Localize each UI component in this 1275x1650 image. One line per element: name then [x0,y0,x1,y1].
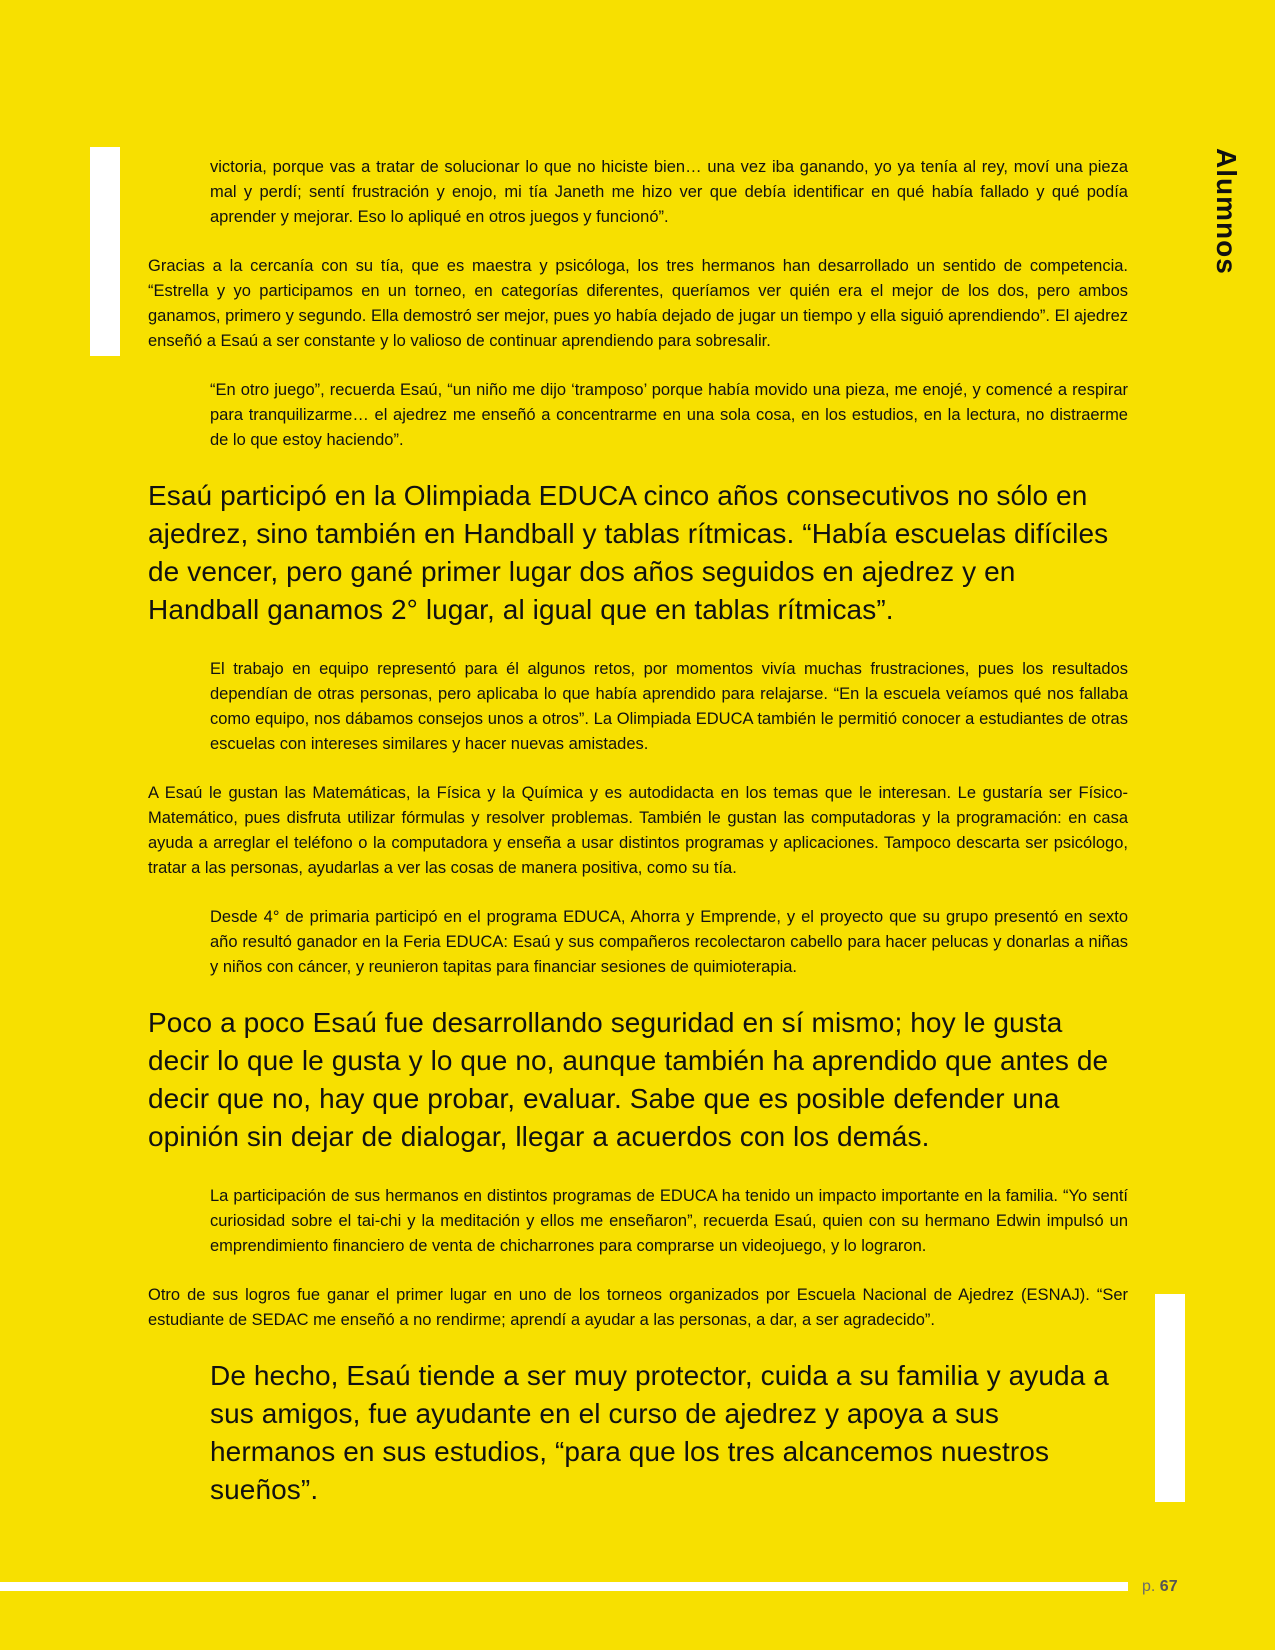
page-prefix: p. [1142,1578,1156,1595]
decorative-bar-left [90,147,120,356]
body-paragraph: Otro de sus logros fue ganar el primer lugar en uno de los torneos organizados por Escuela Nacional de Ajedrez (ESNAJ). “Ser estudiante de SEDAC me enseñó a no rendirme; aprendí a ayudar a las personas, a dar, a ser agradecido”. [148,1286,1128,1329]
pull-quote: Esaú participó en la Olimpiada EDUCA cinco años consecutivos no sólo en ajedrez, sino también en Handball y tablas rítmicas. “Había escuelas difíciles de vencer, pero gané primer lugar dos años seguidos en ajedrez y en Handball ganamos 2° lugar, al igual que en tablas rítmicas”. [148,480,1109,625]
section-label: Alumnos [1211,148,1242,275]
quote-paragraph: El trabajo en equipo representó para él algunos retos, por momentos vivía muchas frustraciones, pues los resultados dependían de otras personas, pero aplicaba lo que había aprendido para relajarse. “En la escuela veíamos qué nos fallaba como equipo, nos dábamos consejos unos a otros”. La Olimpiada EDUCA también le permitió conocer a estudiantes de otras escuelas con intereses similares y hacer nuevas amistades. [210,660,1128,753]
body-paragraph: Gracias a la cercanía con su tía, que es maestra y psicóloga, los tres hermanos han desarrollado un sentido de competencia. “Estrella y yo participamos en un torneo, en categorías diferentes, queríamos ver quién era el mejor de los dos, pero ambos ganamos, primero y segundo. Ella demostró ser mejor, pues yo había dejado de jugar un tiempo y ella siguió aprendiendo”. El ajedrez enseñó a Esaú a ser constante y lo valioso de continuar aprendiendo para sobresalir. [148,257,1128,350]
page-number [1142,1578,1178,1596]
decorative-bar-right [1155,1294,1185,1502]
pull-quote: Poco a poco Esaú fue desarrollando seguridad en sí mismo; hoy le gusta decir lo que le gusta y lo que no, aunque también ha aprendido que antes de decir que no, hay que probar, evaluar. Sabe que es posible defender una opinión sin dejar de dialogar, llegar a acuerdos con los demás. [148,1007,1109,1152]
quote-paragraph: victoria, porque vas a tratar de solucionar lo que no hiciste bien… una vez iba ganando, yo ya tenía al rey, moví una pieza mal y perdí; sentí frustración y enojo, mi tía Janeth me hizo ver que debía identificar en qué había fallado y qué podía aprender y mejorar. Eso lo apliqué en otros juegos y funcionó”. [210,158,1128,226]
quote-paragraph: La participación de sus hermanos en distintos programas de EDUCA ha tenido un impacto importante en la familia. “Yo sentí curiosidad sobre el tai-chi y la meditación y ellos me enseñaron”, recuerda Esaú, quien con su hermano Edwin impulsó un emprendimiento financiero de venta de chicharrones para comprarse un videojuego, y lo lograron. [210,1187,1128,1255]
quote-paragraph: Desde 4° de primaria participó en el programa EDUCA, Ahorra y Emprende, y el proyecto que su grupo presentó en sexto año resultó ganador en la Feria EDUCA: Esaú y sus compañeros recolectaron cabello para hacer pelucas y donarlas a niñas y niños con cáncer, y reunieron tapitas para financiar sesiones de quimioterapia. [210,908,1128,976]
page-number-value: 67 [1159,1578,1178,1595]
body-paragraph: A Esaú le gustan las Matemáticas, la Física y la Química y es autodidacta en los temas que le interesan. Le gustaría ser Físico-Matemático, pues disfruta utilizar fórmulas y resolver problemas. También le gustan las computadoras y la programación: en casa ayuda a arreglar el teléfono o la computadora y enseña a usar distintos programas y aplicaciones. Tampoco descarta ser psicólogo, tratar a las personas, ayudarlas a ver las cosas de manera positiva, como su tía. [148,784,1128,877]
quote-paragraph: “En otro juego”, recuerda Esaú, “un niño me dijo ‘tramposo’ porque había movido una pieza, me enojé, y comencé a respirar para tranquilizarme… el ajedrez me enseñó a concentrarme en una sola cosa, en los estudios, en la lectura, no distraerme de lo que estoy haciendo”. [210,381,1128,449]
article-body [148,155,1128,1537]
pull-quote-closing: De hecho, Esaú tiende a ser muy protector, cuida a su familia y ayuda a sus amigos, fue ayudante en el curso de ajedrez y apoya a sus hermanos en sus estudios, “para que los tres alcancemos nuestros sueños”. [210,1360,1109,1505]
footer-rule [0,1582,1128,1591]
